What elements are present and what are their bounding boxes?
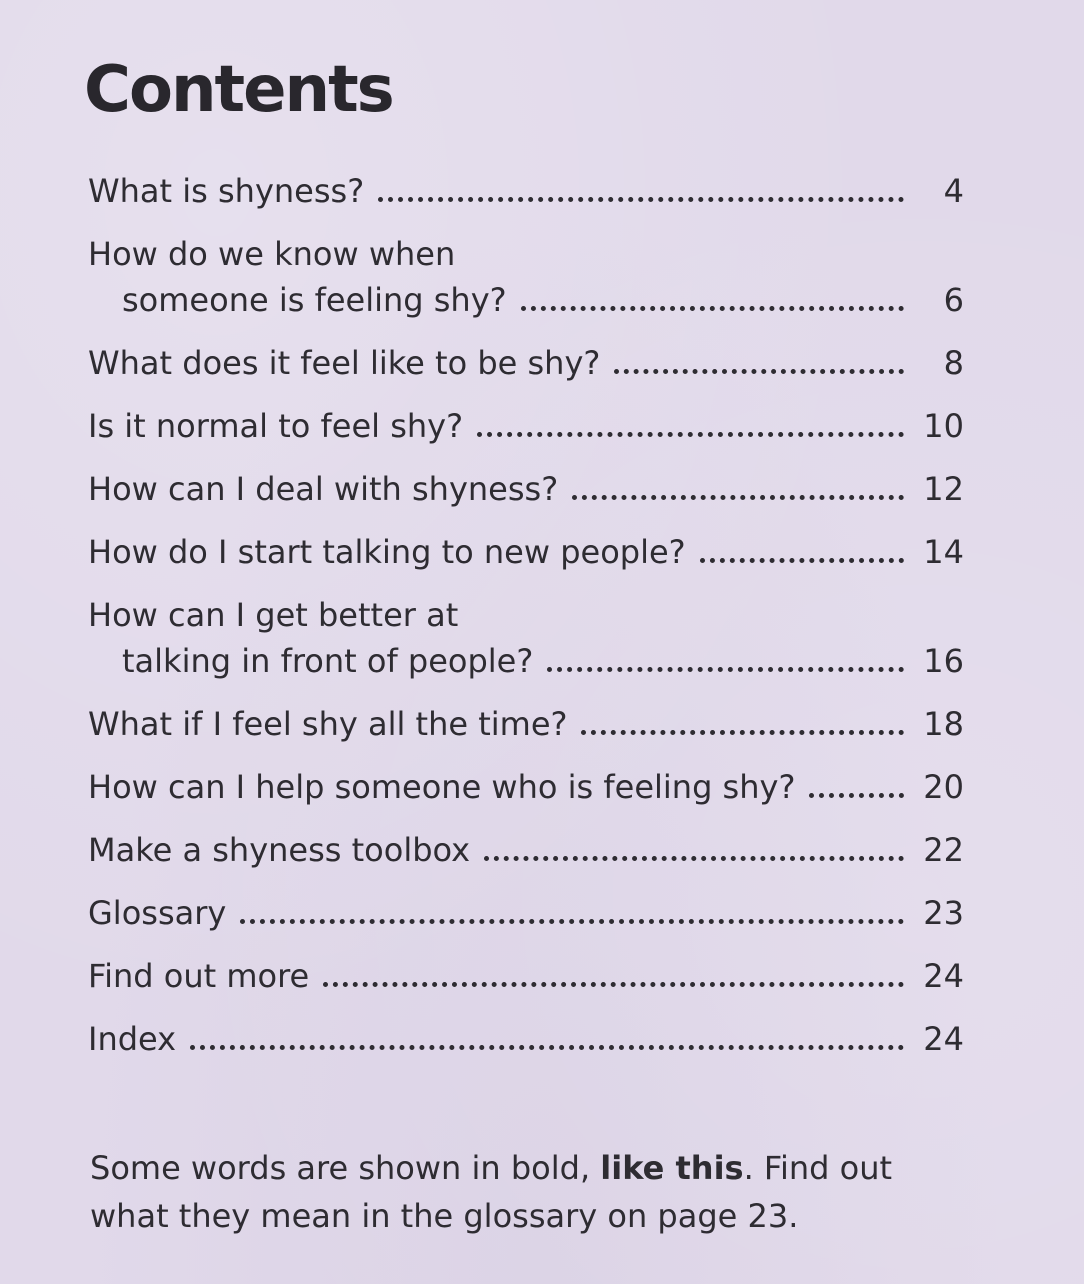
toc-entry-title: Index [88,1020,177,1058]
bold-example: like this [600,1149,744,1187]
toc-page-number: 8 [943,344,964,382]
dot-leader [521,306,904,311]
toc-entry[interactable] [88,466,964,512]
toc-page-number: 24 [923,957,964,995]
toc-entry-title: How can I get better at [88,596,459,634]
toc-entry-title: Find out more [88,957,310,995]
toc-entry-label [88,529,686,575]
toc-entry[interactable] [88,231,964,323]
toc-entry-title: Is it normal to feel shy? [88,407,464,445]
page-title: Contents [84,53,393,127]
toc-entry[interactable] [88,701,964,747]
dot-leader [323,982,904,987]
dot-leader [547,667,904,672]
toc-entry-label [88,231,507,323]
dot-leader [484,856,904,861]
toc-page-number: 24 [923,1020,964,1058]
toc-entry-label [88,340,600,386]
dot-leader [378,197,904,202]
toc-entry-label [88,168,364,214]
glossary-note-text: Some words are shown in bold, [90,1149,601,1187]
dot-leader [809,793,904,798]
toc-entry-label [88,953,309,999]
dot-leader [700,558,904,563]
toc-page-number: 20 [923,768,964,806]
dot-leader [614,369,904,374]
toc-page-number: 10 [923,407,964,445]
toc-entry-title: Make a shyness toolbox [88,831,471,869]
toc-entry[interactable] [88,764,964,810]
toc-entry-label [88,890,226,936]
toc-entry[interactable] [88,529,964,575]
toc-entry[interactable] [88,1016,964,1062]
dot-leader [581,730,904,735]
toc-entry[interactable] [88,340,964,386]
toc-page-number: 14 [923,533,964,571]
toc-entry-title: How do I start talking to new people? [88,533,686,571]
toc-entry[interactable] [88,890,964,936]
toc-page-number: 23 [923,894,964,932]
toc-entry-title: Glossary [88,894,227,932]
toc-entry-title: How can I help someone who is feeling shy? [88,768,796,806]
toc-entry-title: How do we know when [88,235,456,273]
toc-entry-title-continued: talking in front of people? [122,642,534,680]
toc-entry[interactable] [88,168,964,214]
dot-leader [572,495,904,500]
dot-leader [190,1045,904,1050]
toc-page-number: 6 [943,281,964,319]
toc-entry-title: What if I feel shy all the time? [88,705,568,743]
dot-leader [240,919,904,924]
toc-entry[interactable] [88,403,964,449]
toc-entry-label [88,592,533,684]
dot-leader [477,432,904,437]
toc-entry[interactable] [88,953,964,999]
toc-entry-label [88,1016,176,1062]
glossary-note-text-end: . Find out what they mean in the glossary on page 23. [90,1149,893,1235]
toc-page-number: 18 [923,705,964,743]
toc-page-number: 12 [923,470,964,508]
table-of-contents [88,168,964,1079]
toc-entry-label [88,466,558,512]
toc-entry-label [88,827,470,873]
glossary-note [90,1144,980,1240]
toc-entry[interactable] [88,827,964,873]
toc-entry-label [88,701,567,747]
toc-page-number: 16 [923,642,964,680]
toc-page-number: 4 [943,172,964,210]
toc-entry-title-continued: someone is feeling shy? [122,281,507,319]
toc-entry-title: How can I deal with shyness? [88,470,559,508]
toc-page-number: 22 [923,831,964,869]
toc-entry-title: What does it feel like to be shy? [88,344,601,382]
toc-entry[interactable] [88,592,964,684]
toc-entry-label [88,764,795,810]
toc-entry-title: What is shyness? [88,172,365,210]
toc-entry-label [88,403,463,449]
